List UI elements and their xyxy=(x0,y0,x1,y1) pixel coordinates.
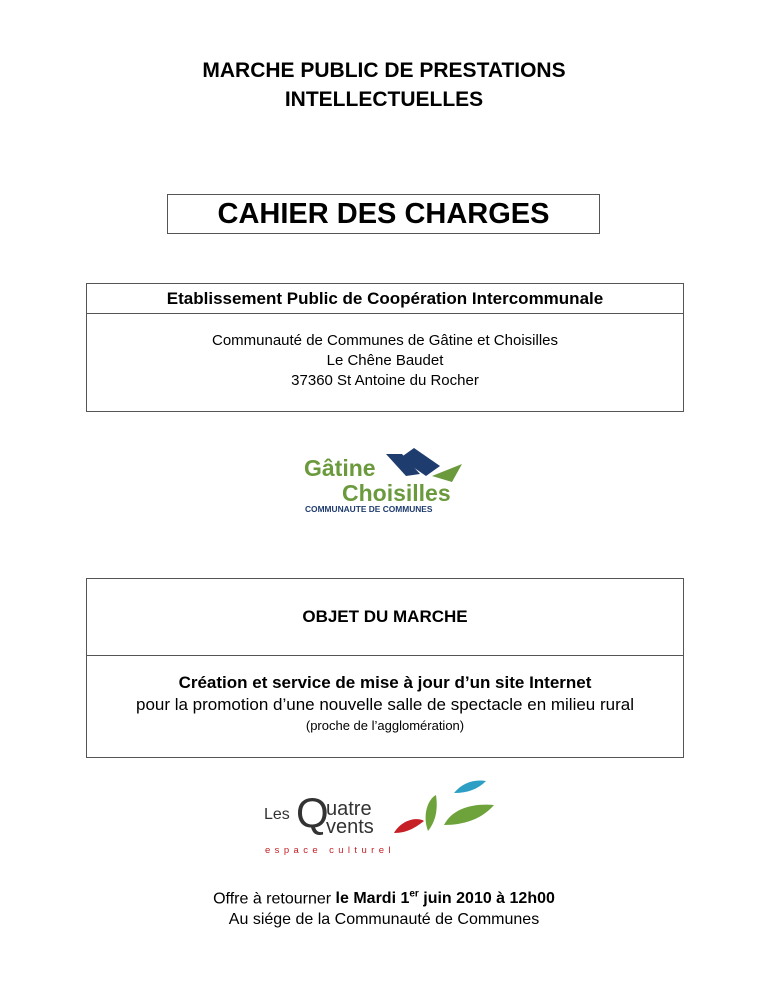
logo-q: Q xyxy=(296,789,329,836)
leaf-red-icon xyxy=(394,819,424,833)
offer-line-1 xyxy=(0,884,768,909)
title-line-2: INTELLECTUELLES xyxy=(284,88,484,111)
logo-tagline: espace culturel xyxy=(265,845,395,855)
objet-line-3: (proche de l’agglomération) xyxy=(305,718,465,733)
offer-date-rest: juin 2010 à 12h00 xyxy=(418,890,555,908)
cahier-des-charges-box xyxy=(167,194,600,234)
logo-les: Les xyxy=(264,806,290,823)
epci-header: Etablissement Public de Coopération Intercommunale xyxy=(87,284,683,314)
gatine-choisilles-logo xyxy=(302,446,467,514)
offer-date-sup: er xyxy=(409,889,419,900)
objet-header: OBJET DU MARCHE xyxy=(87,579,683,656)
offer-line-2: Au siége de la Communauté de Communes xyxy=(228,911,540,929)
quatre-vents-logo xyxy=(262,775,507,855)
epci-box xyxy=(86,283,684,412)
objet-line-1: Création et service de mise à jour d’un site Internet xyxy=(178,673,592,692)
objet-description xyxy=(87,656,683,736)
objet-line-2: pour la promotion d’une nouvelle salle de spectacle en milieu rural xyxy=(135,695,634,714)
offer-prefix: Offre à retourner xyxy=(213,890,336,908)
epci-line-2: Le Chêne Baudet xyxy=(326,352,444,369)
epci-line-1: Communauté de Communes de Gâtine et Choisilles xyxy=(211,332,558,349)
logo-uatre: uatre xyxy=(326,798,372,820)
offer-date xyxy=(336,890,555,907)
logo-word-choisilles: Choisilles xyxy=(342,480,451,506)
title-line-1: MARCHE PUBLIC DE PRESTATIONS xyxy=(202,59,566,82)
logo-subtitle: COMMUNAUTE DE COMMUNES xyxy=(305,504,433,514)
offer-date-day: le Mardi 1 xyxy=(335,890,410,908)
objet-box xyxy=(86,578,684,758)
leaf-blue-icon xyxy=(454,781,486,794)
leaf-green-small-icon xyxy=(426,795,437,831)
logo-vents: vents xyxy=(326,816,374,838)
cahier-title: CAHIER DES CHARGES xyxy=(217,197,550,230)
leaf-green-large-icon xyxy=(444,805,494,825)
document-title xyxy=(0,56,768,114)
epci-address xyxy=(87,314,683,391)
logo-word-gatine: Gâtine xyxy=(304,455,376,481)
offer-deadline xyxy=(0,884,768,930)
epci-line-3: 37360 St Antoine du Rocher xyxy=(291,372,479,389)
